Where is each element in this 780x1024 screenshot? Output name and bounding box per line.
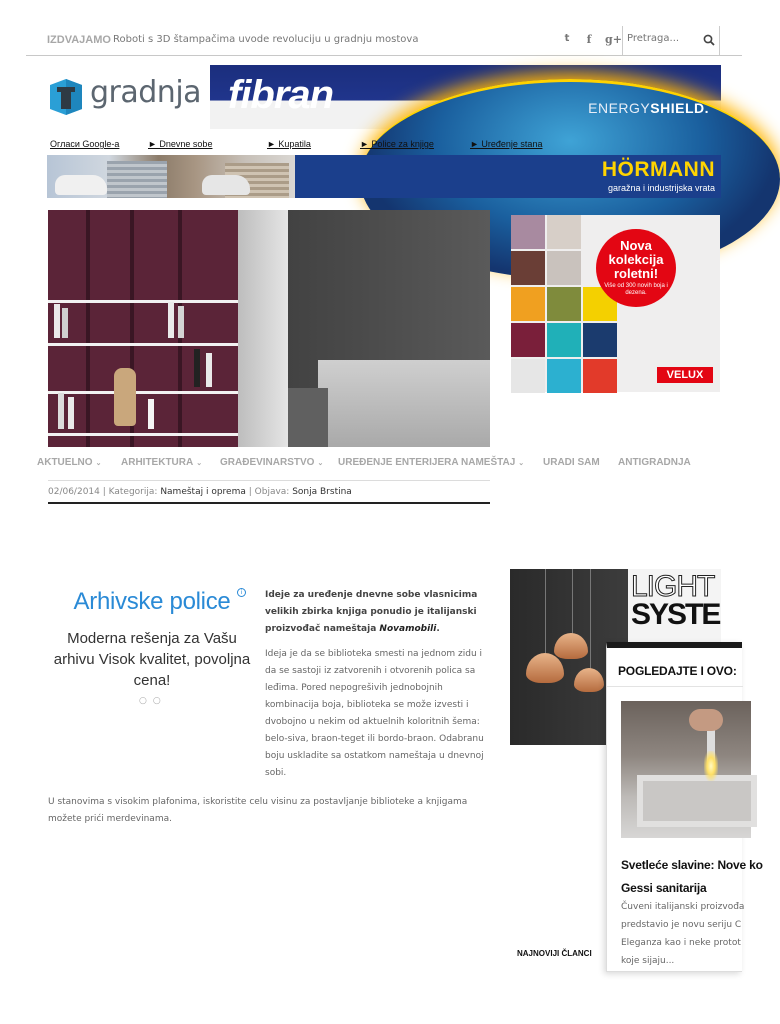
facebook-icon[interactable]: f (586, 33, 592, 46)
article-intro (265, 587, 491, 638)
fibran-banner-ad[interactable] (210, 65, 721, 129)
velux-offer-badge (596, 229, 676, 307)
intro-brand: Novamobili (379, 624, 437, 634)
article-meta: 02/06/2014 | Kategorija: Nameštaj i oprema | Objava: Sonja Brstina (48, 480, 490, 504)
intro-end: . (436, 624, 440, 634)
author-label: Objava: (254, 487, 290, 497)
related-post-title[interactable] (621, 854, 771, 900)
ad-link-police-za-knjige[interactable]: ► Police za knjige (360, 139, 434, 149)
ad-link-uredjenje-stana[interactable]: ► Uređenje stana (470, 139, 543, 149)
excerpt-line: Eleganza kao i neke protot (621, 938, 741, 948)
nav-item-uredjenje-enterijera[interactable] (338, 457, 459, 468)
related-posts-popup (606, 642, 763, 972)
related-post-title-line: Svetleće slavine: Nove ko (621, 858, 763, 872)
arhivske-police-ad[interactable] (52, 588, 252, 718)
top-bar (26, 26, 742, 56)
velux-headline: Nova kolekcija roletni! (608, 238, 664, 281)
nav-item-aktuelno[interactable] (37, 457, 101, 468)
light-systems-line1: LIGHT (631, 570, 715, 603)
related-post-excerpt (621, 898, 771, 970)
search-icon[interactable] (703, 34, 715, 46)
nav-item-antigradnja[interactable] (618, 457, 691, 468)
chevron-down-icon: ⌄ (518, 460, 525, 467)
related-post-thumbnail[interactable] (621, 701, 751, 838)
arhiv-body: Moderna rešenja za Vašu arhivu Visok kvalitet, povoljna cena! (53, 630, 251, 689)
fibran-tag-bold: SHIELD. (650, 100, 709, 116)
hormann-tagline: garažna i industrijska vrata (607, 183, 715, 193)
site-logo[interactable] (46, 75, 202, 119)
carousel-dots-icon[interactable]: ○○ (139, 696, 167, 706)
light-systems-line2: SYSTE (631, 598, 720, 631)
article-date: 02/06/2014 (48, 487, 100, 497)
author-link[interactable]: Sonja Brstina (292, 487, 352, 497)
velux-logo: VELUX (657, 367, 713, 383)
nav-item-namestaj[interactable] (461, 457, 524, 468)
ticker-headline-link[interactable]: Roboti s 3D štampačima uvode revoluciju u gradnju mostova (113, 34, 419, 45)
article-paragraph: Ideja je da se biblioteka smesti na jednom zidu i da se sastoji iz zatvorenih i otvorenih polica sa leđima. Pored nepogrešivih jednobojnih kombinacija boja, biblioteka se može izvesti i dvobojno u nekim od aktuelnih koloritnih šema: belo-siva, braon-teget ili bordo-braon. Odabranu boju uskladite sa ostatkom nameštaja u dnevnoj sobi. (265, 649, 484, 778)
arhiv-headline: Arhivske police (73, 588, 231, 615)
chevron-down-icon: ⌄ (317, 460, 324, 467)
nav-label: ANTIGRADNJA (618, 457, 691, 468)
intro-text: Ideje za uređenje dnevne sobe vlasnicima velikih zbirka knjiga ponudio je italijanski proizvođač nameštaja (265, 590, 478, 634)
nav-label: GRAĐEVINARSTVO (220, 457, 315, 468)
popup-title: POGLEDAJTE I OVO: (618, 664, 737, 678)
velux-ad[interactable] (511, 215, 720, 392)
adchoices-icon[interactable]: i (237, 588, 246, 597)
nav-item-uradi-sam[interactable] (543, 457, 600, 468)
category-label: Kategorija: (108, 487, 158, 497)
twitter-icon[interactable]: t (564, 33, 570, 44)
logo-wordmark: gradnja (90, 75, 202, 110)
social-links (561, 33, 622, 46)
ad-link-dnevne-sobe[interactable]: ► Dnevne sobe (148, 139, 213, 149)
latest-articles-heading: NAJNOVIJI ČLANCI (517, 949, 592, 958)
fibran-brand: fibran (228, 73, 334, 117)
garage-photo (47, 155, 295, 198)
chevron-down-icon: ⌄ (196, 460, 203, 467)
google-ads-label[interactable]: Огласи Google-а (50, 139, 120, 149)
nav-item-gradjevinarstvo[interactable] (220, 457, 323, 468)
nav-label: NAMEŠTAJ (461, 457, 516, 468)
logo-mark-icon (46, 77, 86, 117)
highlight-label: IZDVAJAMO (47, 34, 111, 46)
google-plus-icon[interactable]: g+ (605, 33, 622, 46)
search-box (622, 26, 720, 55)
category-link[interactable]: Nameštaj i oprema (160, 487, 246, 497)
ad-link-kupatila[interactable]: ► Kupatila (267, 139, 311, 149)
search-input[interactable] (627, 33, 703, 44)
excerpt-line: Čuveni italijanski proizvođa (621, 902, 745, 912)
main-navigation (37, 457, 717, 471)
article-hero-image (48, 210, 490, 447)
article-paragraph: U stanovima s visokim plafonima, iskoristite celu visinu za postavljanje biblioteke a knjigama možete prići merdevinama. (48, 797, 468, 824)
nav-label: AKTUELNO (37, 457, 93, 468)
google-ad-links (50, 139, 720, 151)
nav-item-arhitektura[interactable] (121, 457, 202, 468)
excerpt-line: predstavio je novu seriju C (621, 920, 742, 930)
chevron-down-icon: ⌄ (95, 460, 102, 467)
hormann-banner-ad[interactable] (47, 155, 721, 198)
fibran-tagline (588, 100, 709, 116)
related-post-title-line: Gessi sanitarija (621, 881, 707, 895)
velux-subtext: Više od 300 novih boja i dezena. (604, 283, 668, 296)
fibran-tag-light: ENERGY (588, 100, 651, 116)
excerpt-line: koje sijaju... (621, 956, 675, 966)
hormann-brand: HÖRMANN (601, 158, 715, 181)
nav-label: UREĐENJE ENTERIJERA (338, 457, 459, 468)
nav-label: URADI SAM (543, 457, 600, 468)
nav-label: ARHITEKTURA (121, 457, 194, 468)
